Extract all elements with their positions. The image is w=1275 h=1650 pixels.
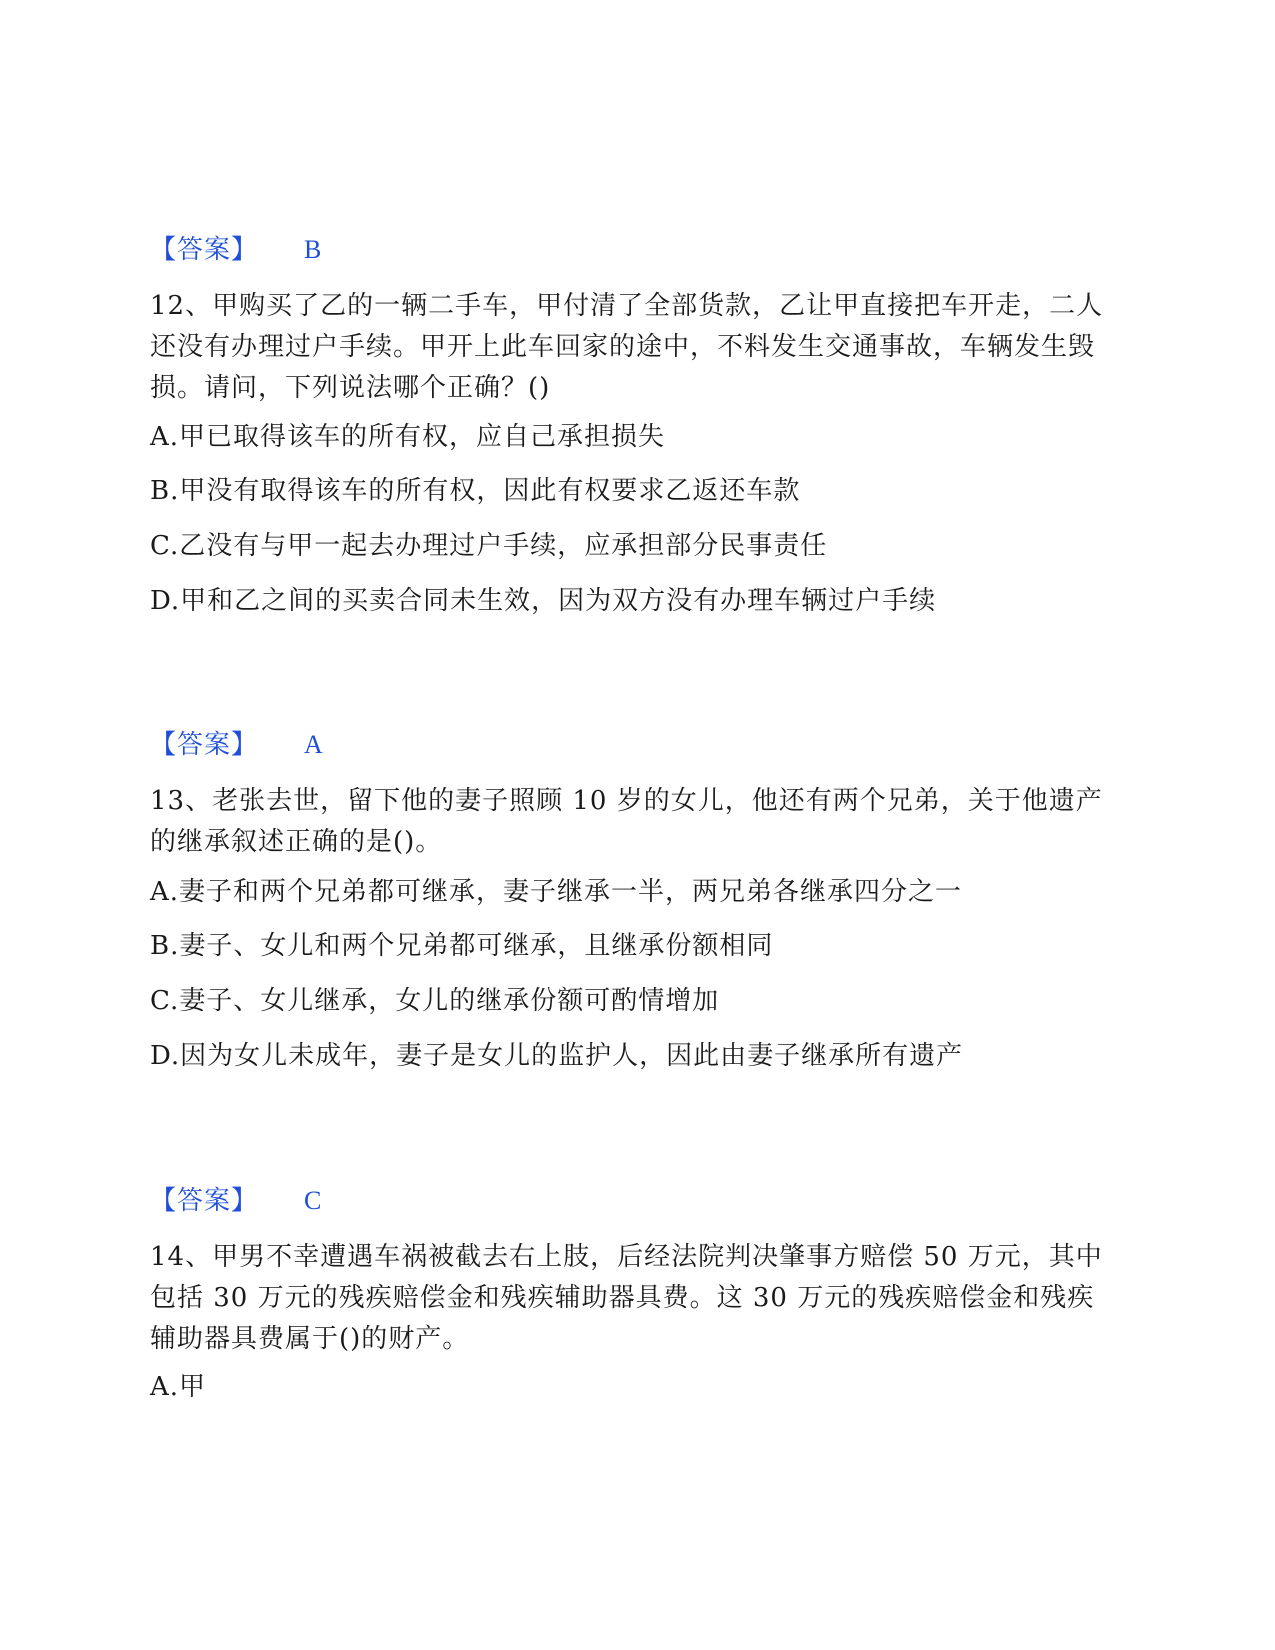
option-c: C.乙没有与甲一起去办理过户手续，应承担部分民事责任 [150,531,828,561]
answer-label: 【答案】 [150,1186,259,1216]
answer-line [150,1184,321,1218]
option-a: A.甲 [150,1372,207,1402]
answer-value: A [304,730,323,759]
question-text: 13、老张去世，留下他的妻子照顾 10 岁的女儿，他还有两个兄弟，关于他遗产的继承叙述正确的是()。 [150,786,1103,857]
answer-line [150,728,323,762]
answer-value: C [304,1186,322,1215]
answer-label: 【答案】 [150,730,259,760]
option-c: C.妻子、女儿继承，女儿的继承份额可酌情增加 [150,986,720,1016]
option-d: D.甲和乙之间的买卖合同未生效，因为双方没有办理车辆过户手续 [150,586,937,616]
answer-value: B [304,235,322,264]
answer-line [150,233,321,267]
option-b: B.甲没有取得该车的所有权，因此有权要求乙返还车款 [150,476,801,506]
option-a: A.妻子和两个兄弟都可继承，妻子继承一半，两兄弟各继承四分之一 [150,877,963,907]
question-text: 12、甲购买了乙的一辆二手车，甲付清了全部货款，乙让甲直接把车开走，二人还没有办理过户手续。甲开上此车回家的途中，不料发生交通事故，车辆发生毁损。请问，下列说法哪个正确？() [150,291,1104,403]
option-b: B.妻子、女儿和两个兄弟都可继承，且继承份额相同 [150,931,774,961]
question-text: 14、甲男不幸遭遇车祸被截去右上肢，后经法院判决肇事方赔偿 50 万元，其中包括 30 万元的残疾赔偿金和残疾辅助器具费。这 30 万元的残疾赔偿金和残疾辅助器具费属于()的财产。 [150,1242,1103,1354]
answer-label: 【答案】 [150,235,259,265]
option-a: A.甲已取得该车的所有权，应自己承担损失 [150,422,666,452]
option-d: D.因为女儿未成年，妻子是女儿的监护人，因此由妻子继承所有遗产 [150,1041,964,1071]
